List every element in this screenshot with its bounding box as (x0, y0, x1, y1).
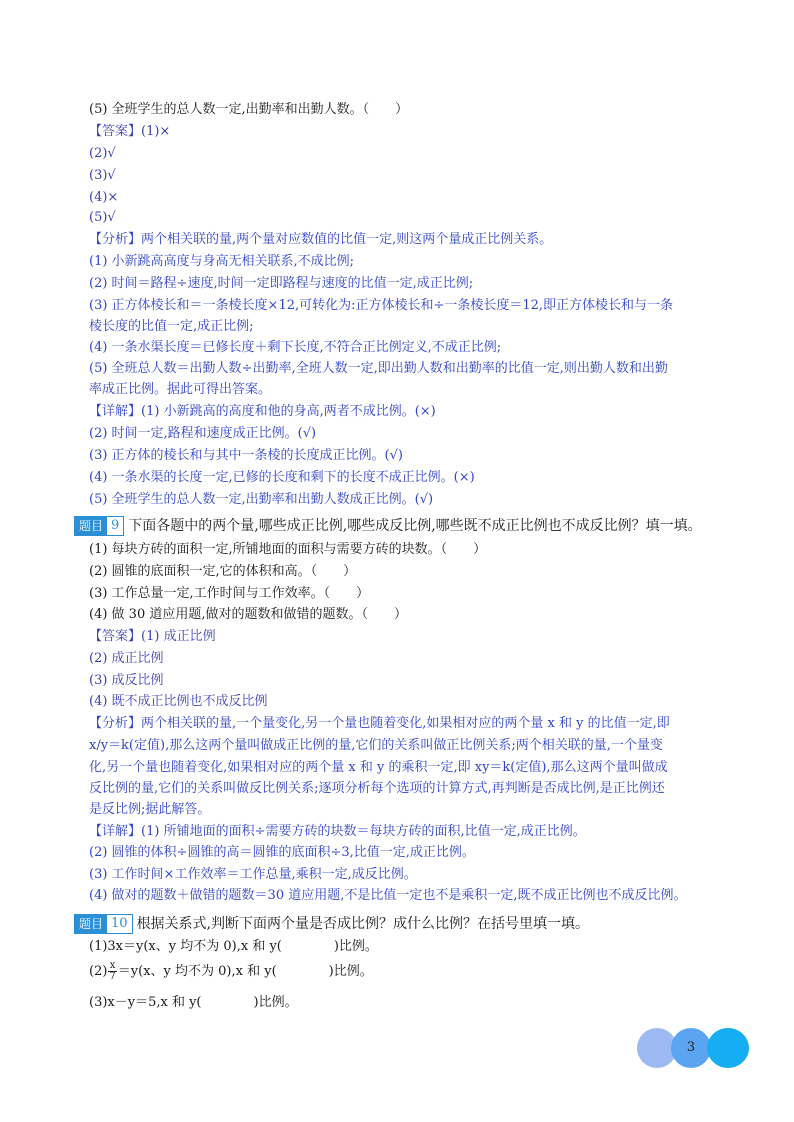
q10-item-1: (1)3x＝y(x、y 均不为 0),x 和 y( )比例。 (89, 939, 378, 954)
q8-detail-line-5: (5) 全班学生的总人数一定,出勤率和出勤人数成正比例。(√) (89, 492, 434, 507)
q9-analysis-text: 两个相关联的量,一个量变化,另一个量也随着变化,如果相对应的两个量 x 和 y 的比值一定,即 (141, 716, 670, 731)
q9-answer-1: (1) 成正比例 (141, 629, 216, 644)
page-badge-circle (707, 1028, 749, 1068)
q9-detail-line-4: (4) 做对的题数＋做错的题数＝30 道应用题,不是比值一定也不是乘积一定,既不成正比例也不成反比例。 (89, 888, 687, 903)
q8-analysis-text: 两个相关联的量,两个量对应数值的比值一定,则这两个量成正比例关系。 (141, 232, 553, 247)
question-badge-number: 10 (107, 915, 132, 933)
q8-detail-text: (1) 小新跳高的高度和他的身高,两者不成比例。(×) (141, 404, 436, 419)
q8-analysis-line-2: (1) 小新跳高高度与身高无相关联系,不成比例; (89, 254, 355, 269)
question-badge-number: 9 (107, 517, 123, 535)
q8-detail-line-2: (2) 时间一定,路程和速度成正比例。(√) (89, 426, 317, 441)
q9-answer-2: (2) 成正比例 (89, 651, 164, 666)
page-number-badge (637, 1028, 751, 1068)
q10-item-2-suffix: ＝y(x、y 均不为 0),x 和 y( )比例。 (117, 964, 373, 979)
q9-analysis-line-3: 化,另一个量也随着变化,如果相对应的两个量 x 和 y 的乘积一定,即 xy＝k(定值),那么这两个量叫做成 (89, 760, 668, 775)
analysis-tag: 【分析】 (89, 716, 142, 731)
q9-detail-line-1 (89, 822, 586, 842)
q9-header (74, 516, 702, 536)
q10-item-2 (89, 960, 373, 984)
q9-detail-text: (1) 所铺地面的面积÷需要方砖的块数＝每块方砖的面积,比值一定,成正比例。 (141, 824, 586, 839)
q8-analysis-line-8: 率成正比例。据此可得出答案。 (89, 382, 272, 397)
q9-analysis-line-5: 是反比例;据此解答。 (89, 802, 211, 817)
question-badge-label: 题目 (75, 517, 107, 535)
q9-item-4: (4) 做 30 道应用题,做对的题数和做错的题数。（ ） (89, 607, 407, 622)
page-number: 3 (686, 1040, 696, 1055)
q8-answer-5: (5)√ (89, 210, 116, 225)
question-badge (74, 516, 124, 536)
q8-analysis-line-3: (2) 时间＝路程÷速度,时间一定即路程与速度的比值一定,成正比例; (89, 276, 474, 291)
q8-detail-line-1 (89, 402, 436, 422)
question-badge-label: 题目 (75, 915, 107, 933)
q8-detail-line-4: (4) 一条水渠的长度一定,已修的长度和剩下的长度不成正比例。(×) (89, 470, 475, 485)
q9-item-3: (3) 工作总量一定,工作时间与工作效率。（ ） (89, 586, 370, 601)
detail-tag: 【详解】 (89, 404, 142, 419)
q8-item-5: (5) 全班学生的总人数一定,出勤率和出勤人数。（ ） (89, 102, 409, 117)
q9-answer-4: (4) 既不成正比例也不成反比例 (89, 694, 268, 709)
fraction-denominator: 7 (109, 971, 116, 982)
detail-tag: 【详解】 (89, 824, 142, 839)
q10-prompt: 根据关系式,判断下面两个量是否成比例？成什么比例？在括号里填一填。 (136, 916, 590, 932)
analysis-tag: 【分析】 (89, 232, 142, 247)
fraction (108, 961, 116, 982)
q9-analysis-line-2: x/y＝k(定值),那么这两个量叫做成正比例的量,它们的关系叫做正比例关系;两个相关联的量,一个量变 (89, 738, 663, 753)
q10-item-3: (3)x－y＝5,x 和 y( )比例。 (89, 995, 298, 1010)
question-badge (74, 914, 133, 934)
answer-tag: 【答案】 (89, 124, 142, 139)
q9-analysis-line-1 (89, 714, 670, 734)
q8-answer-line-1 (89, 122, 170, 142)
q8-analysis-line-4: (3) 正方体棱长和＝一条棱长度×12,可转化为:正方体棱长和÷一条棱长度＝12,即正方体棱长和与一条 (89, 298, 674, 313)
answer-tag: 【答案】 (89, 629, 142, 644)
q8-analysis-line-5: 棱长度的比值一定,成正比例; (89, 319, 254, 334)
q8-analysis-line-7: (5) 全班总人数＝出勤人数÷出勤率,全班人数一定,即出勤人数和出勤率的比值一定,则出勤人数和出勤 (89, 361, 668, 376)
q8-answer-1: (1)× (141, 124, 171, 139)
q9-prompt: 下面各题中的两个量,哪些成正比例,哪些成反比例,哪些既不成正比例也不成反比例？填一填。 (128, 518, 702, 534)
q8-answer-2: (2)√ (89, 146, 116, 161)
q10-item-2-prefix: (2) (89, 964, 108, 979)
fraction-numerator: x (109, 960, 116, 971)
q8-answer-3: (3)√ (89, 168, 116, 183)
q8-answer-4: (4)× (89, 190, 119, 205)
q8-analysis-line-6: (4) 一条水渠长度＝已修长度＋剩下长度,不符合正比例定义,不成正比例; (89, 340, 502, 355)
q9-detail-line-2: (2) 圆锥的体积÷圆锥的高＝圆锥的底面积÷3,比值一定,成正比例。 (89, 845, 475, 860)
q9-item-1: (1) 每块方砖的面积一定,所铺地面的面积与需要方砖的块数。（ ） (89, 542, 487, 557)
q9-item-2: (2) 圆锥的底面积一定,它的体积和高。（ ） (89, 564, 357, 579)
q9-answer-3: (3) 成反比例 (89, 673, 164, 688)
q10-header (74, 914, 589, 934)
q9-analysis-line-4: 反比例的量,它们的关系叫做反比例关系;逐项分析每个选项的计算方式,再判断是否成比例,是正比例还 (89, 781, 665, 796)
q9-answer-line-1 (89, 627, 216, 647)
q8-detail-line-3: (3) 正方体的棱长和与其中一条棱的长度成正比例。(√) (89, 448, 403, 463)
q8-analysis-line-1 (89, 230, 552, 250)
q9-detail-line-3: (3) 工作时间×工作效率＝工作总量,乘积一定,成反比例。 (89, 867, 417, 882)
